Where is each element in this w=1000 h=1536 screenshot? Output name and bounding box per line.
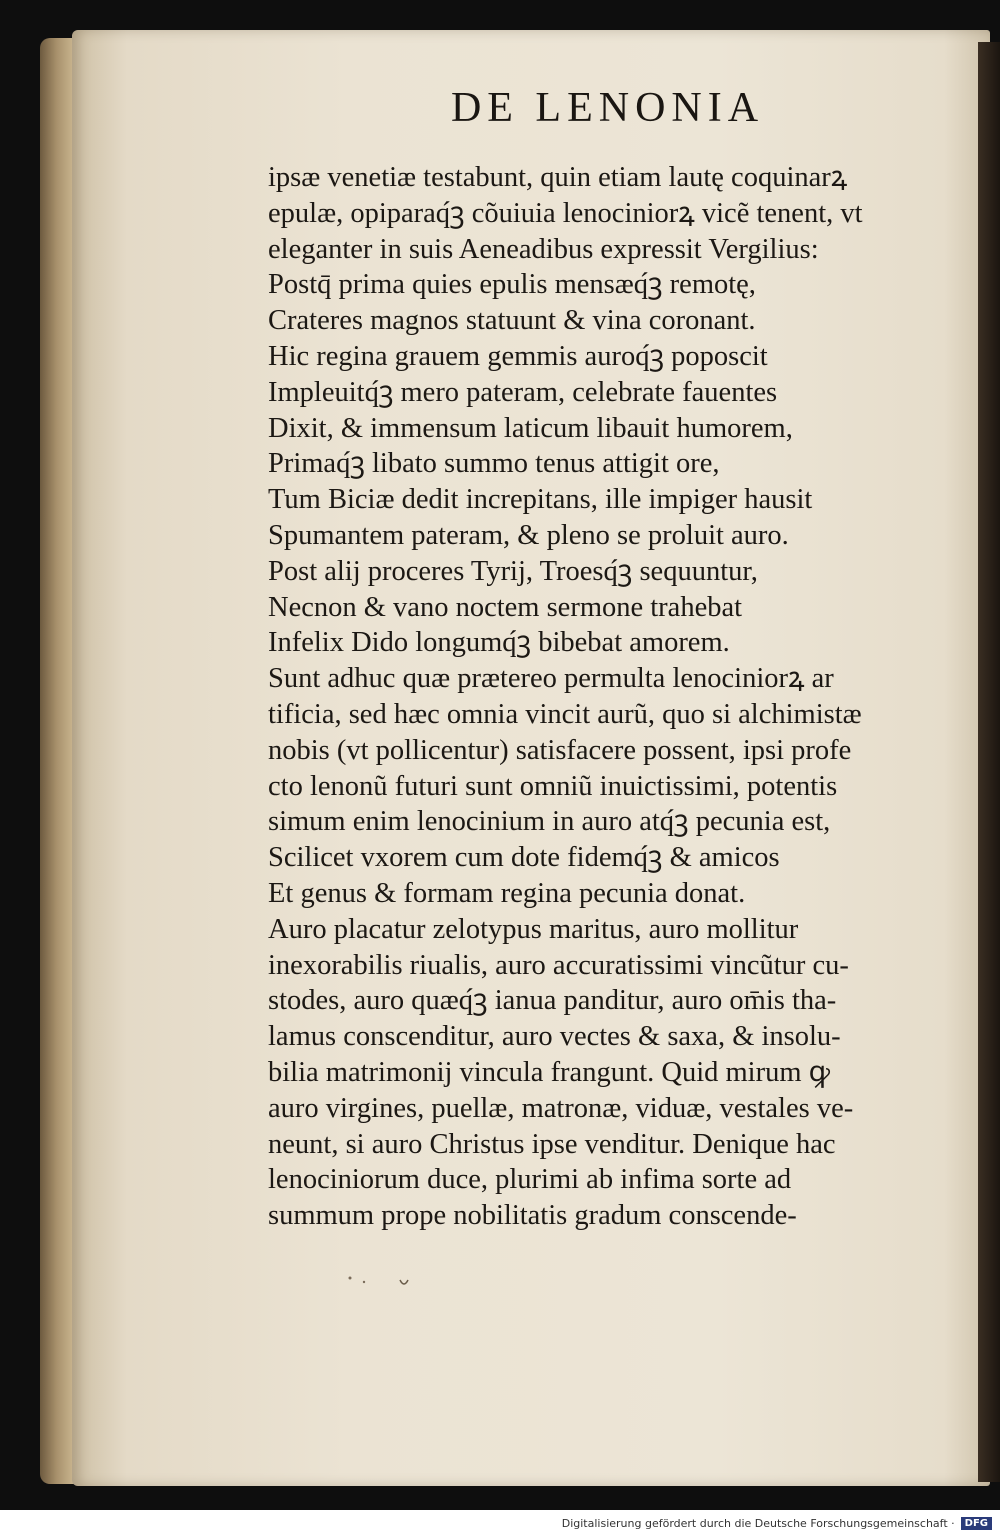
text-line: summum prope nobilitatis gradum conscende-	[268, 1200, 797, 1232]
text-line: lenociniorum duce, plurimi ab infima sorte ad	[268, 1164, 792, 1196]
running-head: DE LENONIA	[450, 85, 765, 131]
footer-credit: Digitalisierung gefördert durch die Deutsche Forschungsgemeinschaft ·	[561, 1516, 955, 1530]
text-line: Necnon & vano noctem sermone trahebat	[268, 591, 743, 623]
text-line: Dixit, & immensum laticum libauit humorem,	[268, 412, 793, 444]
text-line: eleganter in suis Aeneadibus expressit Vergilius:	[268, 233, 819, 265]
text-line: Crateres magnos statuunt & vina coronant.	[268, 305, 756, 337]
text-line: Sunt adhuc quæ prætereo permulta lenociniorꝝ ar	[268, 663, 834, 695]
text-line: Auro placatur zelotypus maritus, auro mollitur	[268, 913, 799, 945]
text-line: auro virgines, puellæ, matronæ, viduæ, vestales ve-	[268, 1092, 854, 1124]
dfg-logo-icon: DFG	[961, 1517, 992, 1530]
text-line: lamus conscenditur, auro vectes & saxa, & insolu-	[268, 1021, 841, 1053]
text-line: nobis (vt pollicentur) satisfacere possent, ipsi profe	[268, 734, 852, 766]
ink-smudge	[340, 1268, 460, 1298]
text-line: cto lenonũ futuri sunt omniũ inuictissimi, potentis	[268, 770, 838, 802]
page-shadow-edge	[978, 42, 1000, 1482]
text-line: Infelix Dido longumq́ꝫ bibebat amorem.	[268, 627, 730, 659]
text-line: Impleuitq́ꝫ mero pateram, celebrate fauentes	[268, 376, 778, 408]
text-line: Spumantem pateram, & pleno se proluit auro.	[268, 519, 789, 551]
text-line: Et genus & formam regina pecunia donat.	[268, 877, 746, 909]
smudge-mark-icon	[340, 1268, 460, 1298]
text-line: Tum Biciæ dedit increpitans, ille impiger hausit	[268, 484, 813, 516]
text-line: Hic regina grauem gemmis auroq́ꝫ poposcit	[268, 340, 768, 372]
text-line: epulæ, opiparaq́ꝫ cõuiuia lenociniorꝝ vicẽ tenent, vt	[268, 197, 863, 229]
text-line: Scilicet vxorem cum dote fidemq́ꝫ & amicos	[268, 842, 780, 874]
digitization-footer	[0, 1510, 1000, 1536]
text-block	[268, 160, 948, 1234]
text-line: neunt, si auro Christus ipse venditur. Denique hac	[268, 1128, 836, 1160]
text-line: simum enim lenocinium in auro atq́ꝫ pecunia est,	[268, 806, 831, 838]
text-line: bilia matrimonij vincula frangunt. Quid mirum ꝙ	[268, 1056, 831, 1088]
text-line: Primaq́ꝫ libato summo tenus attigit ore,	[268, 448, 720, 480]
text-line: inexorabilis riualis, auro accuratissimi vincũtur cu-	[268, 949, 849, 981]
text-line: ipsæ venetiæ testabunt, quin etiam lautę coquinarꝝ	[268, 162, 848, 193]
text-line: Post alij proceres Tyrij, Troesq́ꝫ sequuntur,	[268, 555, 758, 587]
text-line: stodes, auro quæq́ꝫ ianua panditur, auro om̄is tha-	[268, 985, 837, 1017]
text-line: tificia, sed hæc omnia vincit aurũ, quo si alchimistæ	[268, 698, 862, 730]
text-line: Postq̄ prima quies epulis mensæq́ꝫ remotę,	[268, 269, 756, 301]
